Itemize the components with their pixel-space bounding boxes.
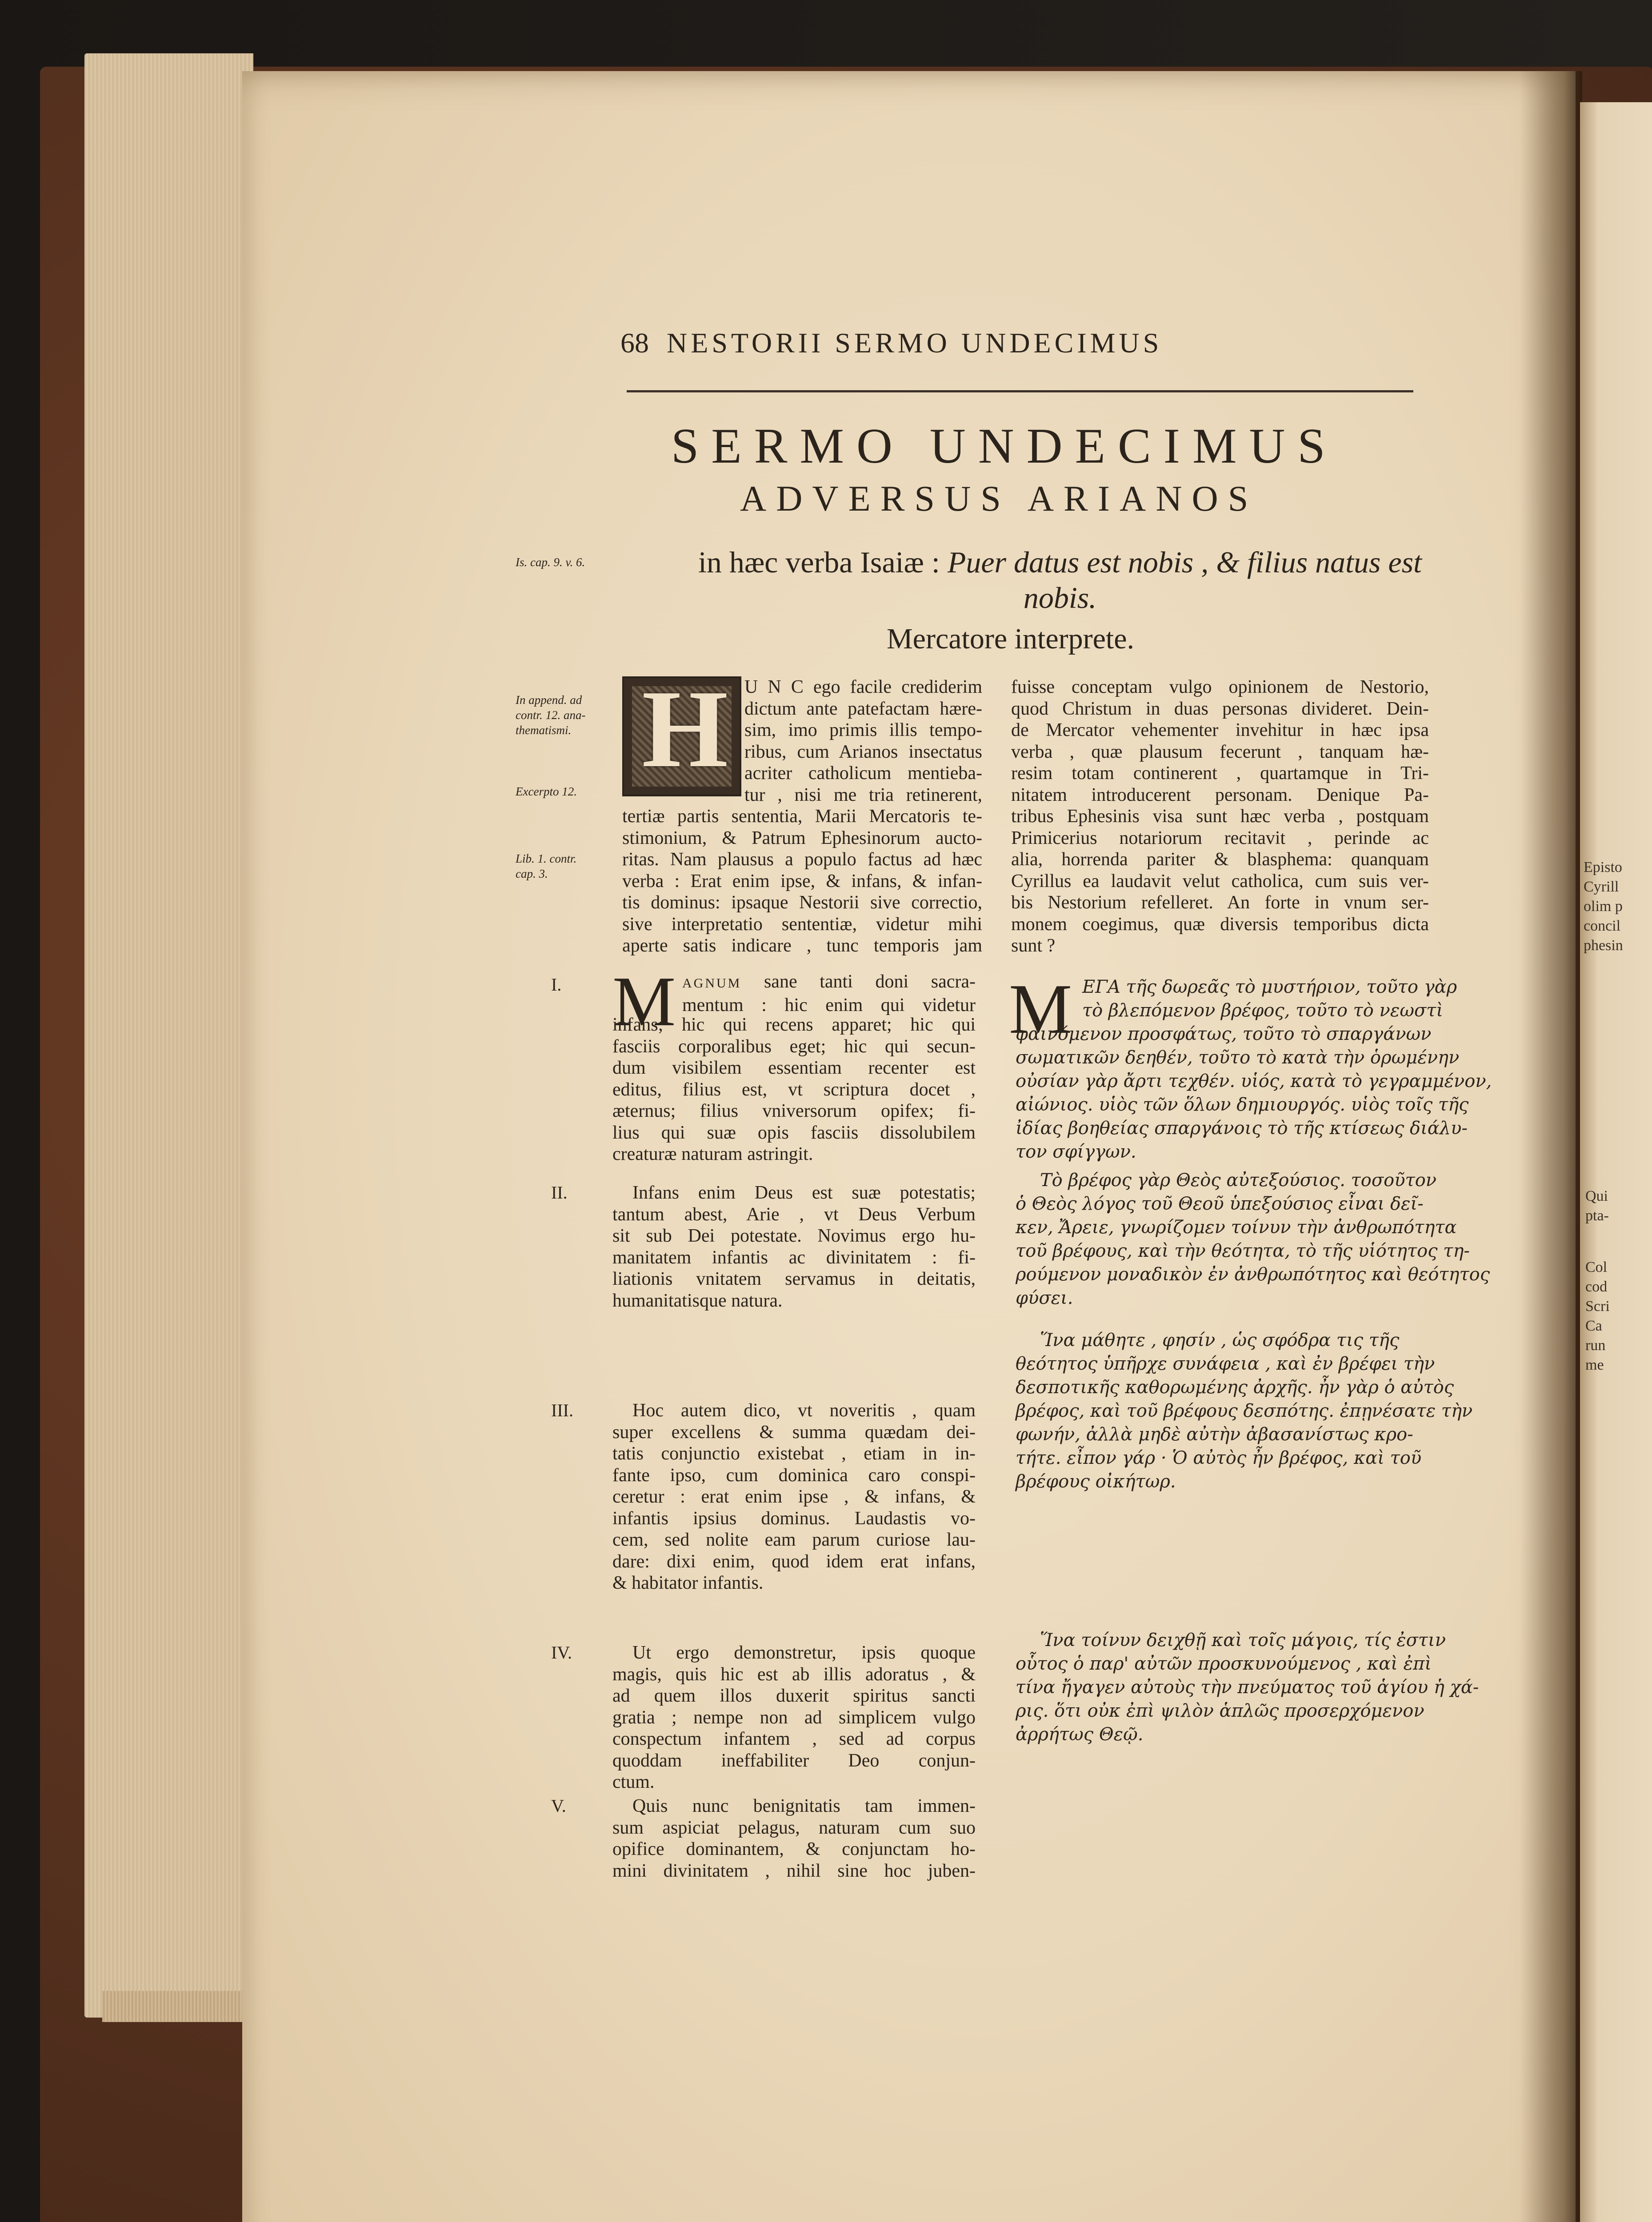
running-head bbox=[620, 327, 1162, 360]
section-4-body bbox=[612, 1642, 976, 1793]
section-line: creaturæ naturam astringit. bbox=[612, 1144, 813, 1164]
next-page bbox=[1580, 102, 1652, 2222]
margin-note-isaiah: Is. cap. 9. v. 6. bbox=[516, 556, 585, 569]
initial-letter: H bbox=[642, 667, 728, 791]
greek-line: ΕΓΑ τῆς δωρεᾶς τὸ μυστήριον, τοῦτο γὰρ bbox=[1082, 977, 1457, 997]
greek-line: τον σφίγγων. bbox=[1016, 1142, 1136, 1162]
greek-line: ἀρρήτως Θεῷ. bbox=[1016, 1724, 1144, 1745]
header-rule bbox=[627, 390, 1413, 392]
intro-line: dictum ante patefactam hære- bbox=[744, 698, 982, 719]
section-line: conspectum infantem , sed ad corpus bbox=[612, 1729, 976, 1749]
intro-line: ribus, cum Arianos insectatus bbox=[744, 741, 982, 762]
intro-line: tur , nisi me tria retinerent, bbox=[744, 784, 982, 805]
intro-line: acriter catholicum mentieba- bbox=[744, 763, 982, 783]
intro-line: sive interpretatio sententiæ, videtur mihi bbox=[622, 914, 982, 935]
greek-line: φύσει. bbox=[1016, 1288, 1073, 1308]
section-line-text: sane tanti doni sacra- bbox=[741, 971, 976, 992]
page-number: 68 bbox=[620, 327, 649, 359]
section-number: IV. bbox=[551, 1643, 572, 1663]
section-line: cem, sed nolite eam parum curiose lau- bbox=[612, 1530, 976, 1550]
section-1-body bbox=[612, 1014, 976, 1165]
section-line: mentum : hic enim qui videtur bbox=[682, 995, 976, 1015]
intro-line: tis dominus: ipsaque Nestorii sive correctio, bbox=[622, 892, 982, 913]
greek-initial: M bbox=[1009, 969, 1072, 1048]
intro-line: Cyrillus ea laudavit velut catholica, cum suis ver- bbox=[1011, 871, 1429, 891]
section-line: tantum abest, Arie , vt Deus Verbum bbox=[612, 1204, 976, 1225]
greek-line: οὗτος ὁ παρ' αὐτῶν προσκυνούμενος , καὶ ἐπὶ bbox=[1016, 1654, 1432, 1674]
book-gutter bbox=[1520, 71, 1582, 2222]
intro-line: monem coegimus, quæ diversis temporibus dicta bbox=[1011, 914, 1429, 935]
intro-line: nitatem introducerent personam. Denique Pa- bbox=[1011, 784, 1429, 805]
section-line: magis, quis hic est ab illis adoratus , & bbox=[612, 1664, 976, 1685]
section-line: gratia ; nempe non ad simplicem vulgo bbox=[612, 1707, 976, 1728]
greek-line: ρις. ὅτι οὐκ ἐπὶ ψιλὸν ἁπλῶς προσερχόμενον bbox=[1016, 1701, 1424, 1721]
margin-note-lib: Lib. 1. contr. cap. 3. bbox=[516, 852, 577, 880]
sermon-title: SERMO UNDECIMUS bbox=[671, 419, 1338, 474]
section-5-body bbox=[612, 1795, 976, 1882]
greek-line: βρέφος, καὶ τοῦ βρέφους δεσπότης. ἐπῃνέσατε τὴν bbox=[1016, 1401, 1473, 1421]
intro-line: verba , quæ plausum fecerunt , tanquam hæ- bbox=[1011, 741, 1429, 762]
intro-line: Primicerius notariorum recitavit , perinde ac bbox=[1011, 827, 1429, 848]
section-number: I. bbox=[551, 975, 562, 995]
greek-paragraph-1 bbox=[1016, 975, 1492, 1164]
section-line: Hoc autem dico, vt noveritis , quam bbox=[632, 1400, 976, 1421]
next-page-text-top: Episto Cyrill olim p concil phesin bbox=[1584, 859, 1623, 954]
greek-line: δεσποτικῆς καθορωμένης ἀρχῆς. ἦν γὰρ ὁ αὐτὸς bbox=[1016, 1377, 1454, 1398]
greek-line: σωματικῶν δεηθέν, τοῦτο τὸ κατὰ τὴν ὁρωμένην bbox=[1016, 1047, 1460, 1068]
greek-paragraph-2 bbox=[1016, 1169, 1490, 1310]
section-line: quoddam ineffabiliter Deo conjun- bbox=[612, 1750, 976, 1771]
intro-line: fuisse conceptam vulgo opinionem de Nestorio, bbox=[1011, 677, 1429, 697]
section-line: mini divinitatem , nihil sine hoc juben- bbox=[612, 1860, 976, 1881]
greek-line: Ἵνα τοίνυν δειχθῇ καὶ τοῖς μάγοις, τίς ἐστιν bbox=[1040, 1630, 1446, 1651]
intro-line: sim, imo primis illis tempo- bbox=[744, 720, 982, 740]
greek-line: βρέφους οἰκήτωρ. bbox=[1016, 1471, 1176, 1492]
intro-line: ritas. Nam plausus a populo factus ad hæc bbox=[622, 849, 982, 870]
intro-line: quod Christum in duas personas divideret. Dein- bbox=[1011, 698, 1429, 719]
intro-line: aperte satis indicare , tunc temporis jam bbox=[622, 935, 982, 956]
greek-line: Ἵνα μάθητε , φησίν , ὡς σφόδρα τις τῆς bbox=[1040, 1330, 1400, 1351]
page-edges bbox=[84, 53, 253, 2018]
greek-line: τὸ βλεπόμενον βρέφος, τοῦτο τὸ νεωστὶ bbox=[1082, 1000, 1444, 1021]
intro-line: sunt ? bbox=[1011, 935, 1056, 956]
section-line: dum visibilem essentiam recenter est bbox=[612, 1058, 976, 1078]
greek-line: θεότητος ὑπῆρχε συνάφεια , καὶ ἐν βρέφει τὴν bbox=[1016, 1354, 1435, 1374]
section-line: humanitatisque natura. bbox=[612, 1290, 783, 1311]
intro-line: U N C ego facile crediderim bbox=[744, 677, 982, 697]
section-line: dare: dixi enim, quod idem erat infans, bbox=[612, 1551, 976, 1572]
greek-line: ρούμενον μοναδικὸν ἐν ἀνθρωπότητος καὶ θεότητος bbox=[1016, 1264, 1490, 1285]
next-page-text-mid1: Qui pta- bbox=[1585, 1188, 1609, 1224]
section-line: infantis ipsius dominus. Laudastis vo- bbox=[612, 1508, 976, 1529]
section-line: Quis nunc benignitatis tam immen- bbox=[632, 1796, 976, 1816]
greek-paragraph-4 bbox=[1016, 1629, 1479, 1746]
intro-line: tertiæ partis sententia, Marii Mercatoris te- bbox=[622, 806, 982, 827]
initial-rest: AGNUM bbox=[682, 976, 742, 991]
section-line: Infans enim Deus est suæ potestatis; bbox=[632, 1183, 976, 1203]
greek-line: ὁ Θεὸς λόγος τοῦ Θεοῦ ὑπεξούσιος εἶναι δεῖ- bbox=[1016, 1194, 1424, 1214]
section-initial: M bbox=[612, 962, 676, 1041]
section-line: lius qui suæ opis fasciis dissolubilem bbox=[612, 1122, 976, 1143]
section-line: editus, filius est, vt scriptura docet , bbox=[612, 1079, 976, 1100]
reference-quote: Puer datus est nobis , & filius natus est nobis. bbox=[947, 545, 1422, 615]
section-line: fasciis corporalibus eget; hic qui secun- bbox=[612, 1036, 976, 1057]
section-1-head bbox=[682, 971, 976, 1016]
margin-note-appendix: In append. ad contr. 12. ana- thematismi. bbox=[516, 693, 586, 737]
section-line: ceretur : erat enim ipse , & infans, & bbox=[612, 1487, 976, 1507]
greek-line: φαινόμενον προσφάτως, τοῦτο τὸ σπαργάνων bbox=[1016, 1024, 1432, 1044]
next-page-text-mid2: Col cod Scri Ca run me bbox=[1585, 1259, 1610, 1373]
greek-line: αἰώνιος. υἱὸς τῶν ὅλων δημιουργός. υἱὸς τοῖς τῆς bbox=[1016, 1095, 1469, 1115]
intro-line: de Mercator vehementer invehitur in hæc ipsa bbox=[1011, 720, 1429, 740]
reference-intro: in hæc verba Isaiæ : bbox=[698, 545, 948, 579]
section-line: fante ipso, cum dominica caro conspi- bbox=[612, 1465, 976, 1486]
section-line: manitatem infantis ac divinitatem : fi- bbox=[612, 1247, 976, 1268]
greek-line: τήτε. εἶπον γάρ · Ὁ αὐτὸς ἦν βρέφος, καὶ τοῦ bbox=[1016, 1448, 1422, 1468]
greek-line: φωνήν, ἀλλὰ μηδὲ αὐτὴν ἀβασανίστως κρο- bbox=[1016, 1424, 1413, 1445]
greek-line: ἰδίας βοηθείας σπαργάνοις τὸ τῆς κτίσεως διάλυ- bbox=[1016, 1118, 1468, 1139]
section-number: III. bbox=[551, 1400, 573, 1420]
translator-line: Mercatore interprete. bbox=[887, 623, 1135, 655]
section-line: infans; hic qui recens apparet; hic qui bbox=[612, 1015, 976, 1035]
section-line: Ut ergo demonstretur, ipsis quoque bbox=[632, 1643, 976, 1663]
sermon-subtitle: ADVERSUS ARIANOS bbox=[740, 478, 1258, 519]
greek-line: τοῦ βρέφους, καὶ τὴν θεότητα, τὸ τῆς υἱότητος τη- bbox=[1016, 1241, 1470, 1261]
section-number: V. bbox=[551, 1796, 566, 1816]
intro-line: tribus Ephesinis visa sunt hæc verba , postquam bbox=[1011, 806, 1429, 827]
page-edges-bottom bbox=[102, 1991, 253, 2022]
section-line: liationis vnitatem servamus in deitatis, bbox=[612, 1269, 976, 1289]
section-2-body bbox=[612, 1182, 976, 1311]
intro-line: verba : Erat enim ipse, & infans, & infan- bbox=[622, 871, 982, 891]
greek-line: Τὸ βρέφος γὰρ Θεὸς αὐτεξούσιος. τοσοῦτον bbox=[1040, 1170, 1437, 1191]
section-line: æternus; filius vniversorum opifex; fi- bbox=[612, 1101, 976, 1121]
section-line: ctum. bbox=[612, 1772, 655, 1792]
section-line: ad quem illos duxerit spiritus sancti bbox=[612, 1686, 976, 1706]
section-line: opifice dominantem, & conjunctam ho- bbox=[612, 1839, 976, 1859]
intro-line: bis Nestorium refelleret. An forte in vnum ser- bbox=[1011, 892, 1429, 913]
section-3-body bbox=[612, 1400, 976, 1594]
greek-line: οὐσίαν γὰρ ἄρτι τεχθέν. υἱός, κατὰ τὸ γεγραμμένον, bbox=[1016, 1071, 1492, 1091]
running-title: NESTORII SERMO UNDECIMUS bbox=[667, 327, 1163, 359]
intro-line: resim totam continerent , quartamque in Tri- bbox=[1011, 763, 1429, 783]
decorated-initial bbox=[622, 667, 741, 796]
section-line: & habitator infantis. bbox=[612, 1573, 764, 1593]
margin-note-excerpto: Excerpto 12. bbox=[516, 785, 577, 798]
intro-right bbox=[1011, 676, 1429, 957]
greek-paragraph-3 bbox=[1016, 1329, 1473, 1494]
greek-line: κεν, Ἄρειε, γνωρίζομεν τοίνυν τὴν ἀνθρωπότητα bbox=[1016, 1217, 1457, 1238]
section-line bbox=[682, 971, 976, 995]
section-number: II. bbox=[551, 1183, 568, 1203]
intro-left-narrow bbox=[744, 676, 982, 806]
intro-line: stimonium, & Patrum Ephesinorum aucto- bbox=[622, 827, 982, 848]
sermon-text-reference bbox=[682, 544, 1438, 615]
intro-line: alia, horrenda pariter & blasphema: quanquam bbox=[1011, 849, 1429, 870]
section-line: tatis conjunctio existebat , etiam in in- bbox=[612, 1443, 976, 1464]
intro-left-wide bbox=[622, 806, 982, 957]
section-line: sum aspiciat pelagus, naturam cum suo bbox=[612, 1817, 976, 1838]
greek-line: τίνα ἤγαγεν αὐτοὺς τὴν πνεύματος τοῦ ἁγίου ἡ χά- bbox=[1016, 1677, 1479, 1698]
section-line: sit sub Dei potestate. Novimus ergo hu- bbox=[612, 1226, 976, 1246]
section-line: super excellens & summa quædam dei- bbox=[612, 1422, 976, 1443]
